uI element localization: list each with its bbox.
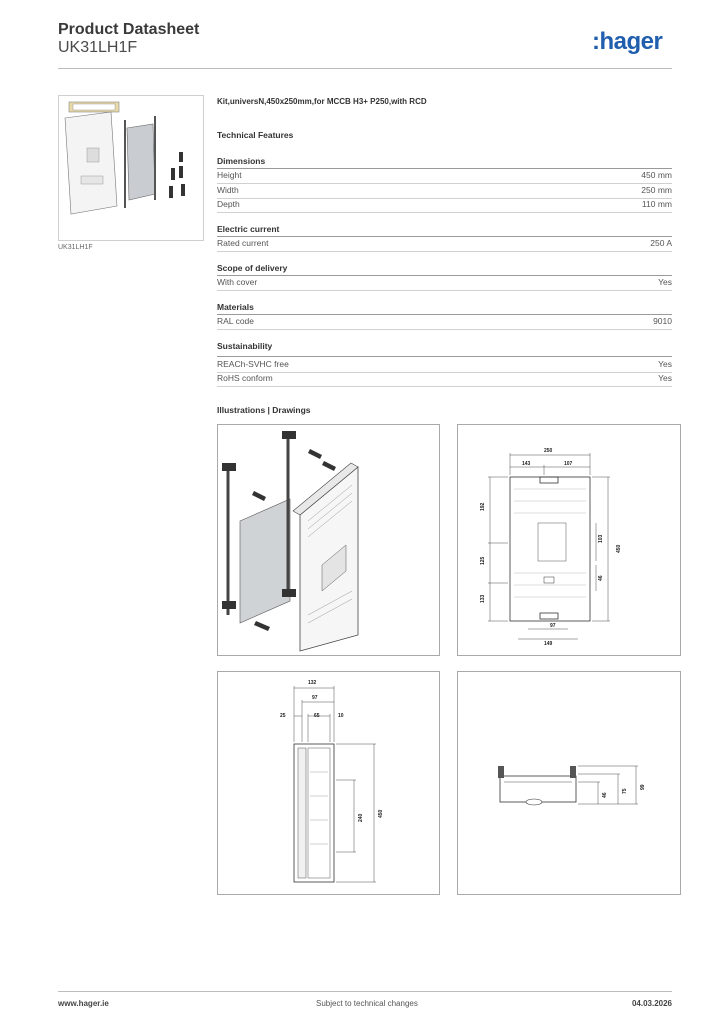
spec-row (217, 358, 672, 373)
spec-row (217, 276, 672, 291)
product-description: Kit,universN,450x250mm,for MCCB H3+ P250,with RCD (217, 97, 427, 106)
dim-65: 65 (314, 713, 320, 719)
spec-row (217, 169, 672, 184)
section-title-sustainability: Sustainability (217, 341, 273, 351)
dim-250: 250 (544, 448, 553, 454)
dim-107: 107 (564, 461, 573, 467)
spec-row (217, 315, 672, 330)
spec-row (217, 198, 672, 213)
dim-75: 75 (622, 788, 628, 794)
dim-97: 97 (550, 623, 556, 629)
dim-450: 450 (378, 809, 384, 818)
technical-features-heading: Technical Features (217, 130, 294, 140)
front-dimension-drawing (457, 424, 681, 656)
dim-132: 132 (308, 680, 317, 686)
dim-46: 46 (602, 792, 608, 798)
dim-450: 450 (616, 544, 622, 553)
dim-240: 240 (358, 813, 364, 822)
side-dimension-drawing (217, 671, 440, 895)
dim-99: 99 (640, 784, 646, 790)
illustrations-heading: Illustrations | Drawings (217, 405, 311, 415)
footer-divider (58, 991, 672, 992)
dim-97: 97 (312, 695, 318, 701)
section-divider (217, 356, 672, 357)
header-divider (58, 68, 672, 69)
spec-row (217, 372, 672, 387)
footer-date: 04.03.2026 (631, 999, 672, 1008)
section-title-scope-of-delivery: Scope of delivery (217, 263, 288, 273)
product-thumbnail (58, 95, 204, 241)
dim-125: 125 (480, 556, 486, 565)
spec-value: 250 A (650, 238, 672, 248)
spec-label: RoHS conform (217, 373, 273, 383)
top-dimension-drawing (457, 671, 681, 895)
spec-label: REACh-SVHC free (217, 359, 289, 369)
dim-149: 149 (544, 641, 553, 647)
spec-row (217, 237, 672, 252)
spec-value: 450 mm (641, 170, 672, 180)
spec-row (217, 184, 672, 199)
dim-103: 103 (598, 534, 604, 543)
spec-value: 9010 (653, 316, 672, 326)
footer-website: www.hager.ie (58, 999, 109, 1008)
section-title-electric-current: Electric current (217, 224, 280, 234)
thumbnail-caption: UK31LH1F (58, 244, 93, 251)
section-title-dimensions: Dimensions (217, 156, 266, 166)
section-title-materials: Materials (217, 302, 254, 312)
spec-label: Rated current (217, 238, 269, 248)
dim-192: 192 (480, 502, 486, 511)
spec-value: 250 mm (641, 185, 672, 195)
exploded-view-drawing (217, 424, 440, 656)
spec-value: 110 mm (641, 199, 672, 209)
dim-46: 46 (598, 575, 604, 581)
spec-label: Height (217, 170, 242, 180)
dim-133: 133 (480, 594, 486, 603)
dim-25: 25 (280, 713, 286, 719)
page-title: Product Datasheet (58, 21, 200, 38)
spec-label: With cover (217, 277, 258, 287)
spec-value: Yes (658, 373, 672, 383)
spec-value: Yes (658, 277, 672, 287)
spec-label: RAL code (217, 316, 255, 326)
footer-notice: Subject to technical changes (316, 999, 418, 1008)
product-code: UK31LH1F (58, 39, 138, 56)
spec-label: Width (217, 185, 239, 195)
spec-label: Depth (217, 199, 240, 209)
hager-logo: :hager (592, 28, 663, 55)
spec-value: Yes (658, 359, 672, 369)
dim-143: 143 (522, 461, 531, 467)
dim-10: 10 (338, 713, 344, 719)
